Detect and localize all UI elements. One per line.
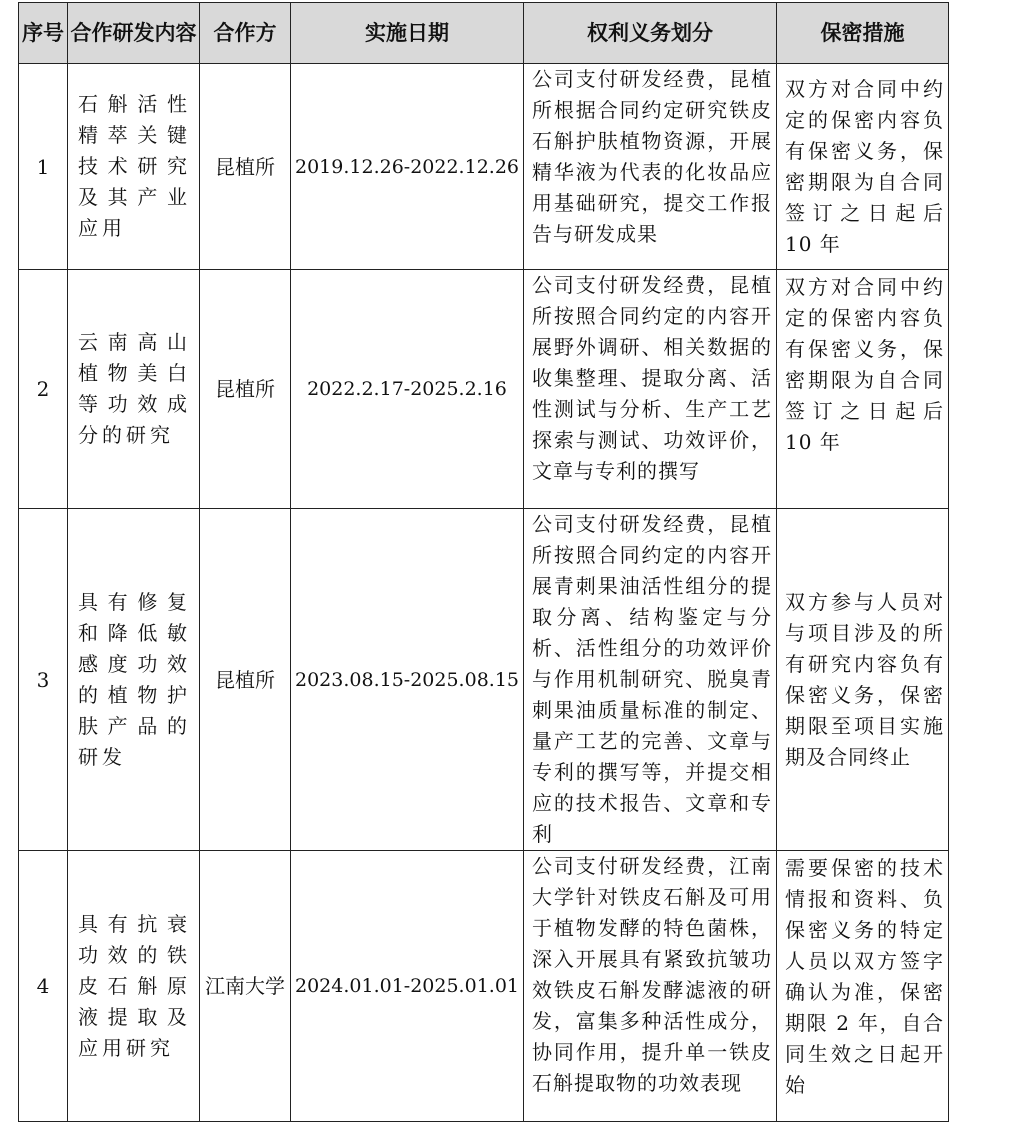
header-topic: 合作研发内容 [68,3,200,64]
row-index: 1 [19,64,68,270]
table-row [19,851,949,1122]
document-page [18,2,949,1122]
header-secrecy: 保密措施 [777,3,949,64]
row-period: 2024.01.01-2025.01.01 [291,851,524,1122]
row-period: 2023.08.15-2025.08.15 [291,509,524,851]
row-party: 江南大学 [200,851,291,1122]
table-row [19,270,949,509]
row-period: 2022.2.17-2025.2.16 [291,270,524,509]
row-secrecy: 双方对合同中约定的保密内容负有保密义务，保密期限为自合同签订之日起后 10 年 [777,64,949,270]
table-row [19,64,949,270]
row-index: 2 [19,270,68,509]
row-topic: 具有抗衰功效的铁皮石斛原液提取及应用研究 [68,851,200,1122]
table-row [19,509,949,851]
row-topic: 具有修复和降低敏感度功效的植物护肤产品的研发 [68,509,200,851]
row-secrecy: 双方对合同中约定的保密内容负有保密义务，保密期限为自合同签订之日起后 10 年 [777,270,949,509]
row-rights: 公司支付研发经费，江南大学针对铁皮石斛及可用于植物发酵的特色菌株，深入开展具有紧致抗皱功效铁皮石斛发酵滤液的研发，富集多种活性成分，协同作用，提升单一铁皮石斛提取物的功效表现 [524,851,777,1122]
row-index: 4 [19,851,68,1122]
header-party: 合作方 [200,3,291,64]
header-index: 序号 [19,3,68,64]
row-index: 3 [19,509,68,851]
header-period: 实施日期 [291,3,524,64]
row-secrecy: 需要保密的技术情报和资料、负保密义务的特定人员以双方签字确认为准，保密期限 2 年，自合同生效之日起开始 [777,851,949,1122]
row-rights: 公司支付研发经费，昆植所根据合同约定研究铁皮石斛护肤植物资源，开展精华液为代表的化妆品应用基础研究，提交工作报告与研发成果 [524,64,777,270]
row-party: 昆植所 [200,270,291,509]
table-header-row [19,3,949,64]
cooperation-rd-table [18,2,949,1122]
row-secrecy: 双方参与人员对与项目涉及的所有研究内容负有保密义务，保密期限至项目实施期及合同终止 [777,509,949,851]
row-rights: 公司支付研发经费，昆植所按照合同约定的内容开展野外调研、相关数据的收集整理、提取分离、活性测试与分析、生产工艺探索与测试、功效评价，文章与专利的撰写 [524,270,777,509]
header-rights: 权利义务划分 [524,3,777,64]
row-party: 昆植所 [200,509,291,851]
row-topic: 石斛活性精萃关键技术研究及其产业应用 [68,64,200,270]
row-period: 2019.12.26-2022.12.26 [291,64,524,270]
row-topic: 云南高山植物美白等功效成分的研究 [68,270,200,509]
row-party: 昆植所 [200,64,291,270]
row-rights: 公司支付研发经费，昆植所按照合同约定的内容开展青刺果油活性组分的提取分离、结构鉴定与分析、活性组分的功效评价与作用机制研究、脱臭青刺果油质量标准的制定、量产工艺的完善、文章与专利的撰写等，并提交相应的技术报告、文章和专利 [524,509,777,851]
